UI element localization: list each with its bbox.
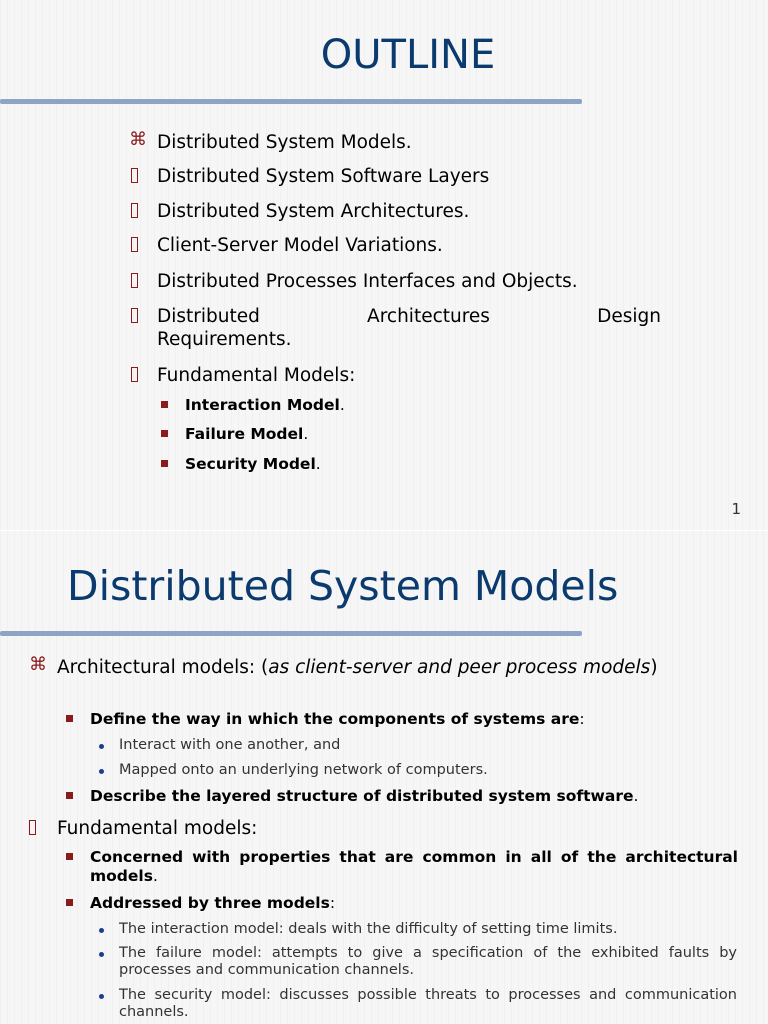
box-icon [131, 367, 138, 382]
model-point: The security model: discusses possible threats to processes and communication channels. [99, 987, 737, 1021]
dot-icon [99, 928, 104, 933]
outline-item: Distributed Processes Interfaces and Objects. [129, 270, 669, 293]
box-icon [131, 203, 138, 218]
dot-icon [99, 744, 104, 749]
square-icon [161, 401, 168, 408]
define-point: Interact with one another, and [99, 737, 737, 754]
define-item: Define the way in which the components of systems are: [66, 710, 738, 729]
describe-item: Describe the layered structure of distributed system software. [66, 787, 738, 806]
dot-icon [99, 952, 104, 957]
outline-item: Distributed Architectures Design Requirements. [129, 305, 661, 351]
model-point: The failure model: attempts to give a specification of the exhibited faults by processes and communication channels. [99, 945, 737, 979]
command-icon: ⌘ [29, 654, 47, 675]
command-icon: ⌘ [129, 129, 147, 150]
square-icon [66, 853, 73, 860]
outline-item: Fundamental Models: [129, 364, 669, 387]
outline-subitem: Failure Model. [161, 425, 661, 444]
box-icon [131, 308, 138, 323]
slide-distributed-system-models [0, 531, 768, 1024]
addressed-item: Addressed by three models: [66, 894, 738, 913]
outline-item: Distributed System Architectures. [129, 200, 669, 223]
title-underline [0, 631, 582, 636]
slide-title: OUTLINE [320, 32, 496, 78]
title-underline [0, 99, 582, 104]
outline-subitem: Interaction Model. [161, 396, 661, 415]
square-icon [161, 430, 168, 437]
define-point: Mapped onto an underlying network of computers. [99, 762, 737, 779]
square-icon [66, 899, 73, 906]
dot-icon [99, 769, 104, 774]
slide-title: Distributed System Models [67, 562, 619, 610]
box-icon [131, 237, 138, 252]
dot-icon [99, 994, 104, 999]
outline-item: Client-Server Model Variations. [129, 234, 669, 257]
box-icon [131, 273, 138, 288]
square-icon [66, 715, 73, 722]
concerned-item: Concerned with properties that are common in all of the architectural models. [66, 848, 738, 886]
outline-item: ⌘ Distributed System Models. [129, 129, 412, 153]
square-icon [66, 792, 73, 799]
box-icon [131, 168, 138, 183]
model-point: The interaction model: deals with the difficulty of setting time limits. [99, 921, 737, 938]
fundamental-models-item: Fundamental models: [27, 817, 737, 840]
outline-subitem: Security Model. [161, 455, 661, 474]
box-icon [29, 820, 36, 835]
outline-item: Distributed System Software Layers [129, 165, 669, 188]
square-icon [161, 460, 168, 467]
page-number: 1 [731, 500, 741, 518]
architectural-models-item: ⌘ Architectural models: (as client-server and peer process models) [29, 654, 658, 678]
